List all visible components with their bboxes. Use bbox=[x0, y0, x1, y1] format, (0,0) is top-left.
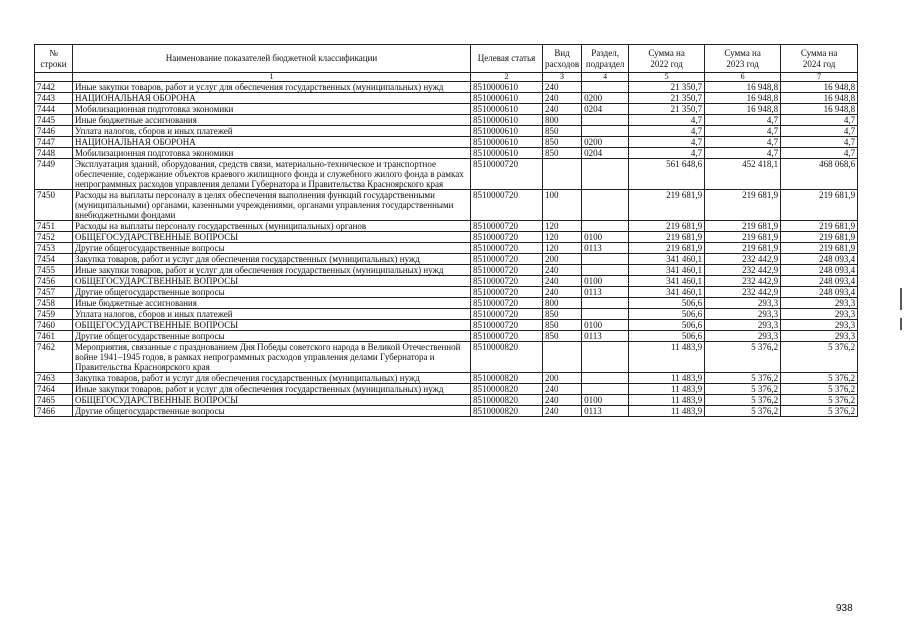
row-sum-2022: 341 460,1 bbox=[629, 276, 705, 287]
table-row bbox=[35, 93, 858, 104]
row-sum-2022: 11 483,9 bbox=[629, 384, 705, 395]
table-row bbox=[35, 104, 858, 115]
row-sum-2023: 293,3 bbox=[705, 309, 781, 320]
row-number: 7453 bbox=[35, 243, 73, 254]
row-number: 7461 bbox=[35, 331, 73, 342]
row-target-article: 8510000720 bbox=[471, 331, 543, 342]
row-sum-2023: 232 442,9 bbox=[705, 265, 781, 276]
row-sum-2024: 293,3 bbox=[781, 309, 858, 320]
column-number: 4 bbox=[582, 73, 629, 82]
table-body bbox=[35, 82, 858, 417]
row-name: Мероприятия, связанные с празднованием Дня Победы советского народа в Великой Отечественной войне 1941–1945 годов, в рамках непрограммных расходов управления делами Губернатора и Правительства Красноярского края bbox=[73, 342, 471, 373]
row-expense-type: 240 bbox=[543, 265, 582, 276]
row-sum-2022: 506,6 bbox=[629, 331, 705, 342]
table-row bbox=[35, 190, 858, 221]
row-section: 0113 bbox=[582, 331, 629, 342]
row-sum-2022: 219 681,9 bbox=[629, 221, 705, 232]
row-sum-2023: 4,7 bbox=[705, 148, 781, 159]
row-sum-2023: 293,3 bbox=[705, 331, 781, 342]
row-sum-2024: 248 093,4 bbox=[781, 287, 858, 298]
row-name: Иные бюджетные ассигнования bbox=[73, 298, 471, 309]
row-sum-2023: 5 376,2 bbox=[705, 406, 781, 417]
row-name: ОБЩЕГОСУДАРСТВЕННЫЕ ВОПРОСЫ bbox=[73, 320, 471, 331]
row-target-article: 8510000820 bbox=[471, 373, 543, 384]
row-name: Эксплуатация зданий, оборудования, средств связи, материально-техническое и транспортное обеспечение, содержание объектов краевого жилищного фонда и служебного жилого фонда в рамках непрограммных расходов управления делами Губернатора и Правительства Красноярского края bbox=[73, 159, 471, 190]
table-row bbox=[35, 115, 858, 126]
row-number: 7446 bbox=[35, 126, 73, 137]
row-expense-type: 240 bbox=[543, 384, 582, 395]
column-number: 5 bbox=[629, 73, 705, 82]
row-section bbox=[582, 309, 629, 320]
row-name: Другие общегосударственные вопросы bbox=[73, 243, 471, 254]
row-sum-2023: 16 948,8 bbox=[705, 93, 781, 104]
row-name: Другие общегосударственные вопросы bbox=[73, 287, 471, 298]
row-target-article: 8510000720 bbox=[471, 265, 543, 276]
row-section bbox=[582, 82, 629, 93]
row-sum-2022: 21 350,7 bbox=[629, 104, 705, 115]
row-number: 7458 bbox=[35, 298, 73, 309]
row-name: Расходы на выплаты персоналу в целях обеспечения выполнения функций государственными (муниципальными) органами, казенными учреждениями, органами управления государственными внебюджетными фондами bbox=[73, 190, 471, 221]
row-section bbox=[582, 254, 629, 265]
row-target-article: 8510000610 bbox=[471, 93, 543, 104]
row-number: 7460 bbox=[35, 320, 73, 331]
row-target-article: 8510000610 bbox=[471, 104, 543, 115]
row-target-article: 8510000720 bbox=[471, 309, 543, 320]
row-sum-2024: 219 681,9 bbox=[781, 243, 858, 254]
row-sum-2024: 293,3 bbox=[781, 331, 858, 342]
row-expense-type: 800 bbox=[543, 298, 582, 309]
row-sum-2023: 452 418,1 bbox=[705, 159, 781, 190]
row-section: 0100 bbox=[582, 320, 629, 331]
row-target-article: 8510000720 bbox=[471, 159, 543, 190]
column-number-blank bbox=[35, 73, 73, 82]
row-expense-type: 240 bbox=[543, 287, 582, 298]
header-name: Наименование показателей бюджетной классификации bbox=[73, 45, 471, 73]
table-row bbox=[35, 395, 858, 406]
row-sum-2024: 219 681,9 bbox=[781, 232, 858, 243]
row-expense-type bbox=[543, 159, 582, 190]
row-sum-2022: 341 460,1 bbox=[629, 254, 705, 265]
row-number: 7444 bbox=[35, 104, 73, 115]
row-target-article: 8510000820 bbox=[471, 384, 543, 395]
row-number: 7447 bbox=[35, 137, 73, 148]
row-name: Иные закупки товаров, работ и услуг для обеспечения государственных (муниципальных) нужд bbox=[73, 82, 471, 93]
row-number: 7455 bbox=[35, 265, 73, 276]
row-target-article: 8510000820 bbox=[471, 395, 543, 406]
row-sum-2024: 468 068,6 bbox=[781, 159, 858, 190]
row-section bbox=[582, 265, 629, 276]
row-section bbox=[582, 298, 629, 309]
row-sum-2024: 16 948,8 bbox=[781, 82, 858, 93]
row-sum-2023: 232 442,9 bbox=[705, 254, 781, 265]
row-sum-2024: 293,3 bbox=[781, 320, 858, 331]
row-sum-2023: 293,3 bbox=[705, 320, 781, 331]
row-section: 0113 bbox=[582, 406, 629, 417]
row-number: 7464 bbox=[35, 384, 73, 395]
table-row bbox=[35, 384, 858, 395]
row-name: Иные закупки товаров, работ и услуг для обеспечения государственных (муниципальных) нужд bbox=[73, 384, 471, 395]
table-row bbox=[35, 159, 858, 190]
row-expense-type: 240 bbox=[543, 82, 582, 93]
row-expense-type: 850 bbox=[543, 148, 582, 159]
row-expense-type: 120 bbox=[543, 221, 582, 232]
row-section bbox=[582, 190, 629, 221]
table-row bbox=[35, 276, 858, 287]
table-row bbox=[35, 298, 858, 309]
row-name: Другие общегосударственные вопросы bbox=[73, 406, 471, 417]
row-sum-2024: 5 376,2 bbox=[781, 395, 858, 406]
table-row bbox=[35, 148, 858, 159]
row-sum-2023: 219 681,9 bbox=[705, 190, 781, 221]
table-row bbox=[35, 254, 858, 265]
row-number: 7449 bbox=[35, 159, 73, 190]
row-target-article: 8510000820 bbox=[471, 406, 543, 417]
column-number: 7 bbox=[781, 73, 858, 82]
row-sum-2022: 4,7 bbox=[629, 148, 705, 159]
row-sum-2023: 16 948,8 bbox=[705, 82, 781, 93]
row-target-article: 8510000720 bbox=[471, 232, 543, 243]
row-number: 7451 bbox=[35, 221, 73, 232]
row-sum-2023: 4,7 bbox=[705, 137, 781, 148]
row-target-article: 8510000610 bbox=[471, 137, 543, 148]
row-section bbox=[582, 384, 629, 395]
row-section bbox=[582, 126, 629, 137]
row-sum-2023: 5 376,2 bbox=[705, 395, 781, 406]
row-expense-type: 240 bbox=[543, 395, 582, 406]
row-target-article: 8510000720 bbox=[471, 320, 543, 331]
row-number: 7465 bbox=[35, 395, 73, 406]
header-row bbox=[35, 45, 858, 73]
row-expense-type: 850 bbox=[543, 320, 582, 331]
row-expense-type: 240 bbox=[543, 104, 582, 115]
row-sum-2022: 506,6 bbox=[629, 309, 705, 320]
table-row bbox=[35, 126, 858, 137]
row-section bbox=[582, 159, 629, 190]
row-sum-2024: 4,7 bbox=[781, 115, 858, 126]
header-target-article: Целевая статья bbox=[471, 45, 543, 73]
row-sum-2024: 4,7 bbox=[781, 148, 858, 159]
margin-mark bbox=[900, 318, 902, 330]
row-sum-2022: 506,6 bbox=[629, 320, 705, 331]
row-section: 0113 bbox=[582, 287, 629, 298]
row-number: 7445 bbox=[35, 115, 73, 126]
row-sum-2023: 4,7 bbox=[705, 115, 781, 126]
row-sum-2022: 219 681,9 bbox=[629, 190, 705, 221]
row-sum-2022: 219 681,9 bbox=[629, 232, 705, 243]
row-target-article: 8510000720 bbox=[471, 276, 543, 287]
table-row bbox=[35, 232, 858, 243]
column-number: 1 bbox=[73, 73, 471, 82]
row-target-article: 8510000820 bbox=[471, 342, 543, 373]
row-sum-2022: 4,7 bbox=[629, 126, 705, 137]
row-number: 7463 bbox=[35, 373, 73, 384]
row-number: 7450 bbox=[35, 190, 73, 221]
row-name: Другие общегосударственные вопросы bbox=[73, 331, 471, 342]
row-target-article: 8510000610 bbox=[471, 82, 543, 93]
row-section: 0100 bbox=[582, 276, 629, 287]
row-section: 0200 bbox=[582, 137, 629, 148]
row-section: 0113 bbox=[582, 243, 629, 254]
row-expense-type: 850 bbox=[543, 137, 582, 148]
row-number: 7462 bbox=[35, 342, 73, 373]
row-sum-2022: 11 483,9 bbox=[629, 342, 705, 373]
row-name: НАЦИОНАЛЬНАЯ ОБОРОНА bbox=[73, 93, 471, 104]
row-sum-2024: 219 681,9 bbox=[781, 221, 858, 232]
row-sum-2024: 16 948,8 bbox=[781, 104, 858, 115]
table-row bbox=[35, 287, 858, 298]
table-row bbox=[35, 243, 858, 254]
table-row bbox=[35, 342, 858, 373]
row-sum-2022: 11 483,9 bbox=[629, 395, 705, 406]
row-section bbox=[582, 373, 629, 384]
row-section: 0200 bbox=[582, 93, 629, 104]
row-number: 7459 bbox=[35, 309, 73, 320]
row-sum-2022: 11 483,9 bbox=[629, 406, 705, 417]
header-expense-type: Вид расходов bbox=[543, 45, 582, 73]
table-row bbox=[35, 406, 858, 417]
column-number-row bbox=[35, 73, 858, 82]
row-name: Мобилизационная подготовка экономики bbox=[73, 148, 471, 159]
row-sum-2022: 11 483,9 bbox=[629, 373, 705, 384]
table-row bbox=[35, 309, 858, 320]
row-sum-2024: 5 376,2 bbox=[781, 406, 858, 417]
row-target-article: 8510000720 bbox=[471, 190, 543, 221]
row-sum-2022: 219 681,9 bbox=[629, 243, 705, 254]
row-sum-2024: 219 681,9 bbox=[781, 190, 858, 221]
row-expense-type: 120 bbox=[543, 243, 582, 254]
table-row bbox=[35, 373, 858, 384]
row-sum-2024: 293,3 bbox=[781, 298, 858, 309]
row-name: Закупка товаров, работ и услуг для обеспечения государственных (муниципальных) нужд bbox=[73, 254, 471, 265]
row-section: 0204 bbox=[582, 148, 629, 159]
column-number: 3 bbox=[543, 73, 582, 82]
row-expense-type: 850 bbox=[543, 331, 582, 342]
header-row-number: № строки bbox=[35, 45, 73, 73]
row-section: 0204 bbox=[582, 104, 629, 115]
row-sum-2024: 248 093,4 bbox=[781, 254, 858, 265]
row-expense-type: 240 bbox=[543, 93, 582, 104]
row-sum-2024: 5 376,2 bbox=[781, 342, 858, 373]
row-number: 7466 bbox=[35, 406, 73, 417]
row-name: Иные закупки товаров, работ и услуг для обеспечения государственных (муниципальных) нужд bbox=[73, 265, 471, 276]
row-number: 7452 bbox=[35, 232, 73, 243]
row-sum-2023: 219 681,9 bbox=[705, 221, 781, 232]
row-sum-2023: 232 442,9 bbox=[705, 276, 781, 287]
row-sum-2023: 5 376,2 bbox=[705, 373, 781, 384]
row-sum-2023: 293,3 bbox=[705, 298, 781, 309]
row-target-article: 8510000720 bbox=[471, 298, 543, 309]
row-section bbox=[582, 115, 629, 126]
row-sum-2023: 5 376,2 bbox=[705, 384, 781, 395]
row-sum-2023: 232 442,9 bbox=[705, 287, 781, 298]
row-sum-2023: 4,7 bbox=[705, 126, 781, 137]
row-sum-2023: 16 948,8 bbox=[705, 104, 781, 115]
row-name: ОБЩЕГОСУДАРСТВЕННЫЕ ВОПРОСЫ bbox=[73, 395, 471, 406]
row-target-article: 8510000720 bbox=[471, 254, 543, 265]
row-target-article: 8510000610 bbox=[471, 148, 543, 159]
header-section: Раздел, подраздел bbox=[582, 45, 629, 73]
row-sum-2023: 219 681,9 bbox=[705, 232, 781, 243]
row-sum-2024: 4,7 bbox=[781, 126, 858, 137]
row-expense-type: 200 bbox=[543, 373, 582, 384]
row-expense-type: 800 bbox=[543, 115, 582, 126]
row-sum-2024: 5 376,2 bbox=[781, 384, 858, 395]
row-sum-2024: 248 093,4 bbox=[781, 276, 858, 287]
row-target-article: 8510000720 bbox=[471, 221, 543, 232]
row-name: ОБЩЕГОСУДАРСТВЕННЫЕ ВОПРОСЫ bbox=[73, 276, 471, 287]
row-name: ОБЩЕГОСУДАРСТВЕННЫЕ ВОПРОСЫ bbox=[73, 232, 471, 243]
row-sum-2023: 219 681,9 bbox=[705, 243, 781, 254]
row-name: Иные бюджетные ассигнования bbox=[73, 115, 471, 126]
row-number: 7443 bbox=[35, 93, 73, 104]
row-target-article: 8510000610 bbox=[471, 126, 543, 137]
row-sum-2024: 16 948,8 bbox=[781, 93, 858, 104]
row-section bbox=[582, 342, 629, 373]
row-target-article: 8510000720 bbox=[471, 287, 543, 298]
row-expense-type: 120 bbox=[543, 232, 582, 243]
row-target-article: 8510000720 bbox=[471, 243, 543, 254]
row-expense-type bbox=[543, 342, 582, 373]
table-row bbox=[35, 320, 858, 331]
row-sum-2023: 5 376,2 bbox=[705, 342, 781, 373]
row-expense-type: 100 bbox=[543, 190, 582, 221]
row-sum-2024: 4,7 bbox=[781, 137, 858, 148]
table-row bbox=[35, 137, 858, 148]
row-sum-2022: 341 460,1 bbox=[629, 265, 705, 276]
row-name: НАЦИОНАЛЬНАЯ ОБОРОНА bbox=[73, 137, 471, 148]
row-number: 7457 bbox=[35, 287, 73, 298]
row-sum-2022: 4,7 bbox=[629, 115, 705, 126]
row-name: Уплата налогов, сборов и иных платежей bbox=[73, 126, 471, 137]
budget-table bbox=[34, 44, 858, 417]
header-sum-2022: Сумма на 2022 год bbox=[629, 45, 705, 73]
header-sum-2023: Сумма на 2023 год bbox=[705, 45, 781, 73]
row-expense-type: 240 bbox=[543, 406, 582, 417]
row-sum-2022: 4,7 bbox=[629, 137, 705, 148]
header-sum-2024: Сумма на 2024 год bbox=[781, 45, 858, 73]
page-number: 938 bbox=[836, 603, 853, 614]
row-name: Мобилизационная подготовка экономики bbox=[73, 104, 471, 115]
row-number: 7454 bbox=[35, 254, 73, 265]
row-target-article: 8510000610 bbox=[471, 115, 543, 126]
row-number: 7448 bbox=[35, 148, 73, 159]
row-expense-type: 200 bbox=[543, 254, 582, 265]
row-section bbox=[582, 221, 629, 232]
row-section: 0100 bbox=[582, 232, 629, 243]
row-expense-type: 850 bbox=[543, 126, 582, 137]
row-name: Расходы на выплаты персоналу государственных (муниципальных) органов bbox=[73, 221, 471, 232]
margin-mark bbox=[900, 288, 902, 310]
table-row bbox=[35, 221, 858, 232]
row-name: Уплата налогов, сборов и иных платежей bbox=[73, 309, 471, 320]
table-row bbox=[35, 82, 858, 93]
table-row bbox=[35, 331, 858, 342]
row-section: 0100 bbox=[582, 395, 629, 406]
row-number: 7456 bbox=[35, 276, 73, 287]
row-expense-type: 240 bbox=[543, 276, 582, 287]
row-sum-2022: 341 460,1 bbox=[629, 287, 705, 298]
row-sum-2024: 5 376,2 bbox=[781, 373, 858, 384]
row-sum-2022: 561 648,6 bbox=[629, 159, 705, 190]
row-sum-2022: 506,6 bbox=[629, 298, 705, 309]
row-sum-2022: 21 350,7 bbox=[629, 82, 705, 93]
row-expense-type: 850 bbox=[543, 309, 582, 320]
row-sum-2024: 248 093,4 bbox=[781, 265, 858, 276]
row-number: 7442 bbox=[35, 82, 73, 93]
table-row bbox=[35, 265, 858, 276]
column-number: 2 bbox=[471, 73, 543, 82]
row-name: Закупка товаров, работ и услуг для обеспечения государственных (муниципальных) нужд bbox=[73, 373, 471, 384]
row-sum-2022: 21 350,7 bbox=[629, 93, 705, 104]
column-number: 6 bbox=[705, 73, 781, 82]
